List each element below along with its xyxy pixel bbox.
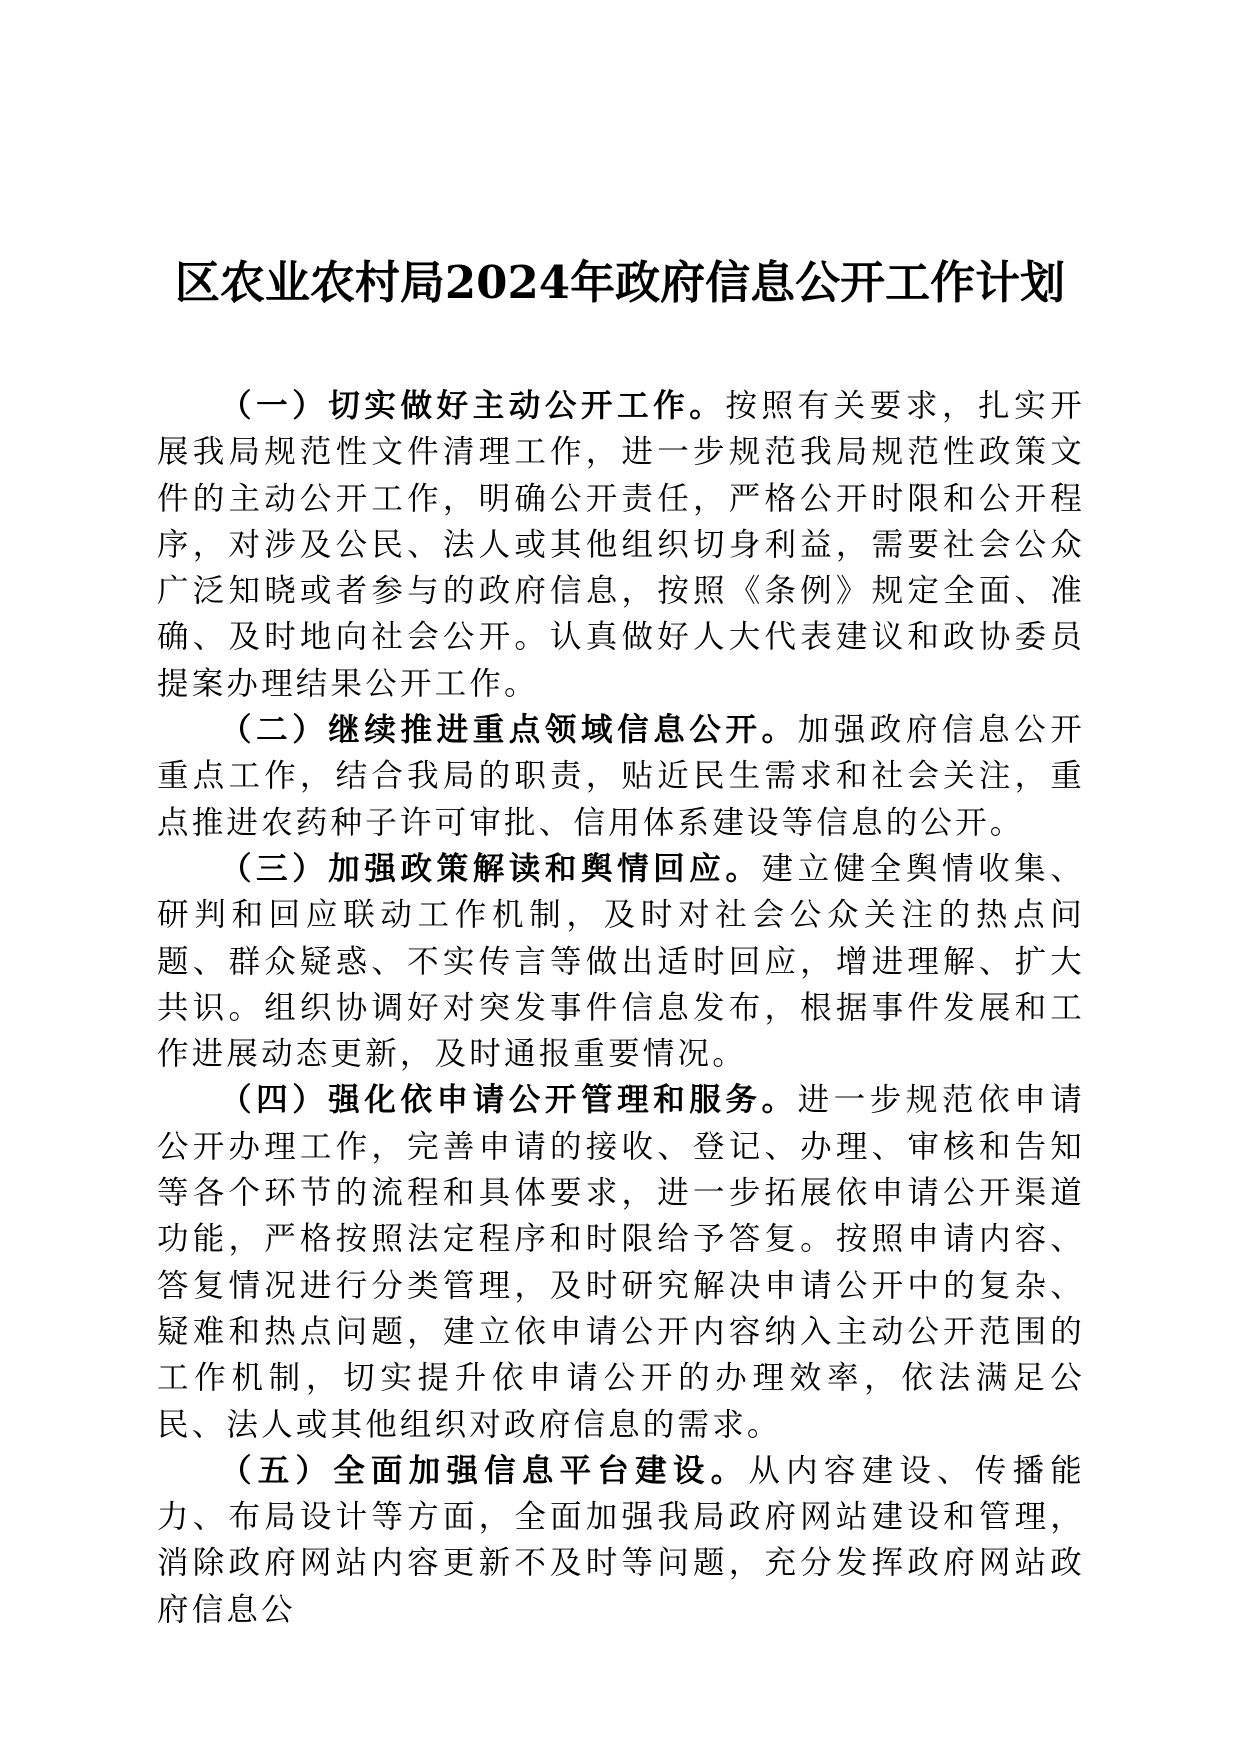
paragraph-4 bbox=[157, 1077, 1085, 1447]
paragraph-2 bbox=[157, 707, 1085, 846]
paragraph-text: 按照有关要求，扎实开展我局规范性文件清理工作，进一步规范我局规范性政策文件的主动公开工作，明确公开责任，严格公开时限和公开程序，对涉及公民、法人或其他组织切身利益，需要社会公众广泛知晓或者参与的政府信息，按照《条例》规定全面、准确、及时地向社会公开。认真做好人大代表建议和政协委员提案办理结果公开工作。 bbox=[157, 388, 1085, 702]
paragraph-heading: （四）强化依申请公开管理和服务。 bbox=[220, 1081, 798, 1119]
paragraph-text: 进一步规范依申请公开办理工作，完善申请的接收、登记、办理、审核和告知等各个环节的流程和具体要求，进一步拓展依申请公开渠道功能，严格按照法定程序和时限给予答复。按照申请内容、答复情况进行分类管理，及时研究解决申请公开中的复杂、疑难和热点问题，建立依申请公开内容纳入主动公开范围的工作机制，切实提升依申请公开的办理效率，依法满足公民、法人或其他组织对政府信息的需求。 bbox=[157, 1082, 1085, 1443]
document-title: 区农业农村局2024年政府信息公开工作计划 bbox=[174, 256, 1066, 309]
paragraph-heading: （一）切实做好主动公开工作。 bbox=[220, 387, 726, 424]
document-body bbox=[157, 383, 1085, 1633]
paragraph-text: 从内容建设、传播能力、布局设计等方面，全面加强我局政府网站建设和管理，消除政府网站内容更新不及时等问题，充分发挥政府网站政府信息公 bbox=[157, 1452, 1085, 1628]
paragraph-heading: （三）加强政策解读和舆情回应。 bbox=[220, 849, 762, 887]
paragraph-5 bbox=[157, 1448, 1085, 1633]
paragraph-text: 加强政府信息公开重点工作，结合我局的职责，贴近民生需求和社会关注，重点推进农药种子许可审批、信用体系建设等信息的公开。 bbox=[157, 712, 1085, 841]
paragraph-text: 建立健全舆情收集、研判和回应联动工作机制，及时对社会公众关注的热点问题、群众疑惑、不实传言等做出适时回应，增进理解、扩大共识。组织协调好对突发事件信息发布，根据事件发展和工作进展动态更新，及时通报重要情况。 bbox=[157, 850, 1085, 1073]
paragraph-heading: （五）全面加强信息平台建设。 bbox=[220, 1451, 749, 1489]
paragraph-heading: （二）继续推进重点领域信息公开。 bbox=[220, 711, 798, 749]
paragraph-1 bbox=[157, 383, 1085, 707]
paragraph-3 bbox=[157, 846, 1085, 1077]
